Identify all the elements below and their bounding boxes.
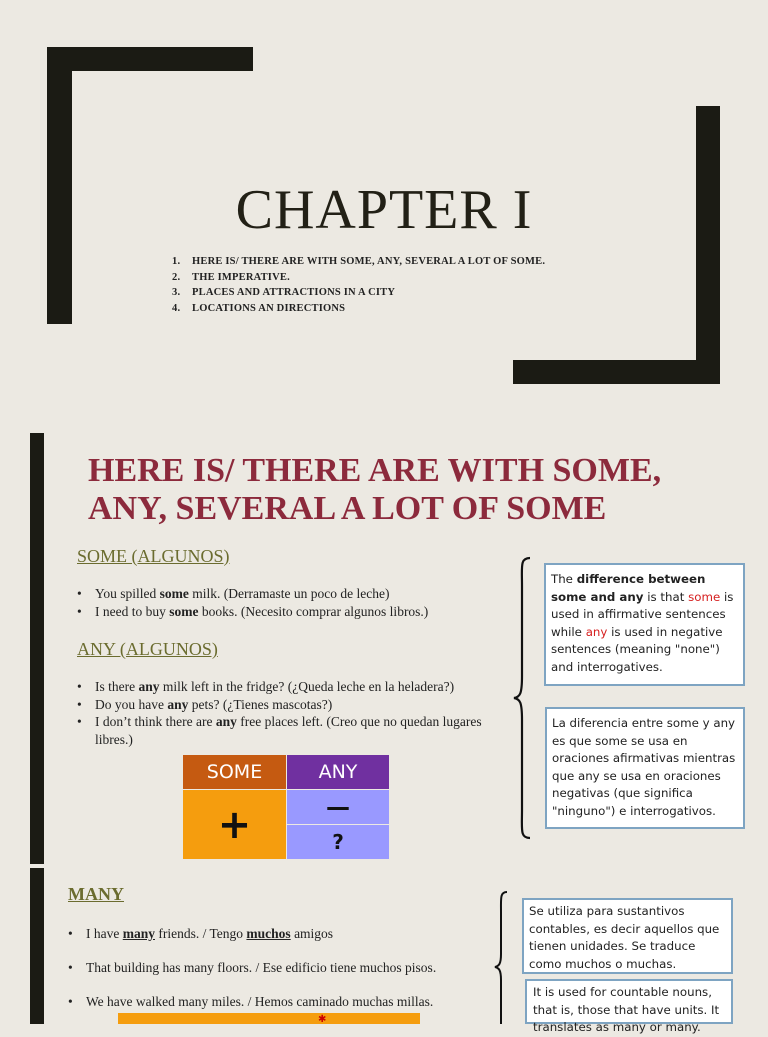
topic-number: 2. (172, 271, 181, 283)
example-item (68, 993, 436, 1011)
example-text: That building has many floors. / Ese edificio tiene muchos pisos. (86, 960, 437, 975)
example-keyword: any (167, 696, 189, 712)
difference-explanation-box (544, 563, 745, 686)
box-text: is used in affirmative sentences while (551, 589, 734, 639)
example-text: Do you have (95, 696, 168, 712)
any-header-cell: ANY (287, 755, 389, 789)
box-text: is that (643, 589, 689, 604)
example-keyword: any (215, 714, 237, 729)
example-keyword: many (122, 926, 155, 941)
slide-2-title-line-2: ANY, SEVERAL A LOT OF SOME (88, 490, 607, 527)
example-text: milk left in the fridge? (¿Queda leche en la heladera?) (159, 679, 455, 694)
topic-number: 4. (172, 302, 181, 314)
example-keyword: muchos (246, 926, 291, 941)
example-text: We have walked many miles. / Hemos caminado muchas millas. (86, 994, 434, 1009)
topic-text: PLACES AND ATTRACTIONS IN A CITY (192, 287, 396, 298)
partial-orange-banner (118, 1013, 420, 1024)
any-question-cell: ? (287, 825, 389, 859)
any-examples-list (77, 678, 515, 748)
example-item (68, 959, 436, 977)
some-examples-list (77, 585, 428, 620)
box-highlight-text: any (585, 624, 608, 639)
example-item (77, 585, 428, 603)
some-plus-cell: + (183, 790, 286, 859)
example-text: I don’t think there are (95, 714, 216, 729)
example-text: Is there (95, 679, 139, 694)
example-text: I have (86, 926, 123, 941)
curly-brace-icon (492, 890, 510, 1024)
topic-number: 3. (172, 287, 181, 298)
spanish-explanation-box: La diferencia entre some y any es que some se usa en oraciones afirmativas mientras que any se usa en oraciones negativas (que significa "ninguno") e interrogativos. (545, 707, 745, 829)
slide-3-side-bar (30, 868, 44, 1024)
example-item (68, 925, 436, 943)
topic-item (172, 254, 545, 270)
example-item (77, 696, 515, 714)
any-heading: ANY (ALGUNOS) (77, 639, 218, 659)
example-item (77, 603, 428, 621)
example-text: milk. (Derramaste un poco de leche) (188, 586, 390, 601)
example-text: amigos (290, 926, 334, 941)
box-text: The (551, 572, 577, 586)
slide-2-title-line-1: HERE IS/ THERE ARE WITH SOME, (88, 452, 662, 489)
example-keyword: any (138, 679, 160, 694)
frame-top-left-horizontal (47, 47, 253, 71)
example-text: pets? (¿Tienes mascotas?) (188, 696, 333, 712)
some-heading: SOME (ALGUNOS) (77, 546, 230, 566)
some-any-table (183, 755, 389, 859)
topic-item (172, 270, 545, 286)
frame-bottom-right-vertical (696, 106, 720, 384)
example-keyword: some (169, 603, 199, 619)
frame-bottom-right-horizontal (513, 360, 720, 384)
topic-item (172, 285, 545, 301)
box-text: is used in negative sentences (meaning "none") and interrogatives. (551, 624, 723, 674)
example-item (77, 678, 515, 696)
box-bold-text: difference between some and any (551, 572, 706, 604)
topic-text: HERE IS/ THERE ARE WITH SOME, ANY, SEVERAL A LOT OF SOME. (192, 256, 546, 267)
topic-text: LOCATIONS AN DIRECTIONS (192, 302, 346, 314)
chapter-title: CHAPTER I (235, 179, 533, 241)
topic-item (172, 301, 545, 317)
partial-star-icon: ✱ (318, 1014, 327, 1025)
box-highlight-text: some (688, 589, 721, 604)
many-examples-list (68, 925, 436, 1027)
topic-text: THE IMPERATIVE. (192, 271, 290, 283)
example-text: You spilled (95, 586, 160, 601)
many-heading: MANY (68, 884, 124, 904)
many-spanish-box: Se utiliza para sustantivos contables, es decir aquellos que tienen unidades. Se traduce como muchos o muchas. (522, 898, 733, 974)
any-minus-cell: — (287, 790, 389, 824)
example-item (77, 713, 515, 748)
topic-number: 1. (172, 256, 181, 267)
some-header-cell: SOME (183, 755, 286, 789)
many-english-box: It is used for countable nouns, that is, those that have units. It translates as many or many. (525, 979, 733, 1024)
curly-brace-icon (510, 556, 534, 840)
slide-2-title (88, 452, 728, 528)
example-text: friends. / Tengo (155, 926, 247, 941)
example-keyword: some (159, 586, 189, 601)
example-text: I need to buy (95, 603, 170, 619)
example-text: free places left. (Creo que no quedan lugares libres.) (95, 714, 482, 747)
example-text: books. (Necesito comprar algunos libros.) (198, 603, 429, 619)
slide-2-side-bar (30, 433, 44, 864)
topic-list (172, 254, 545, 316)
